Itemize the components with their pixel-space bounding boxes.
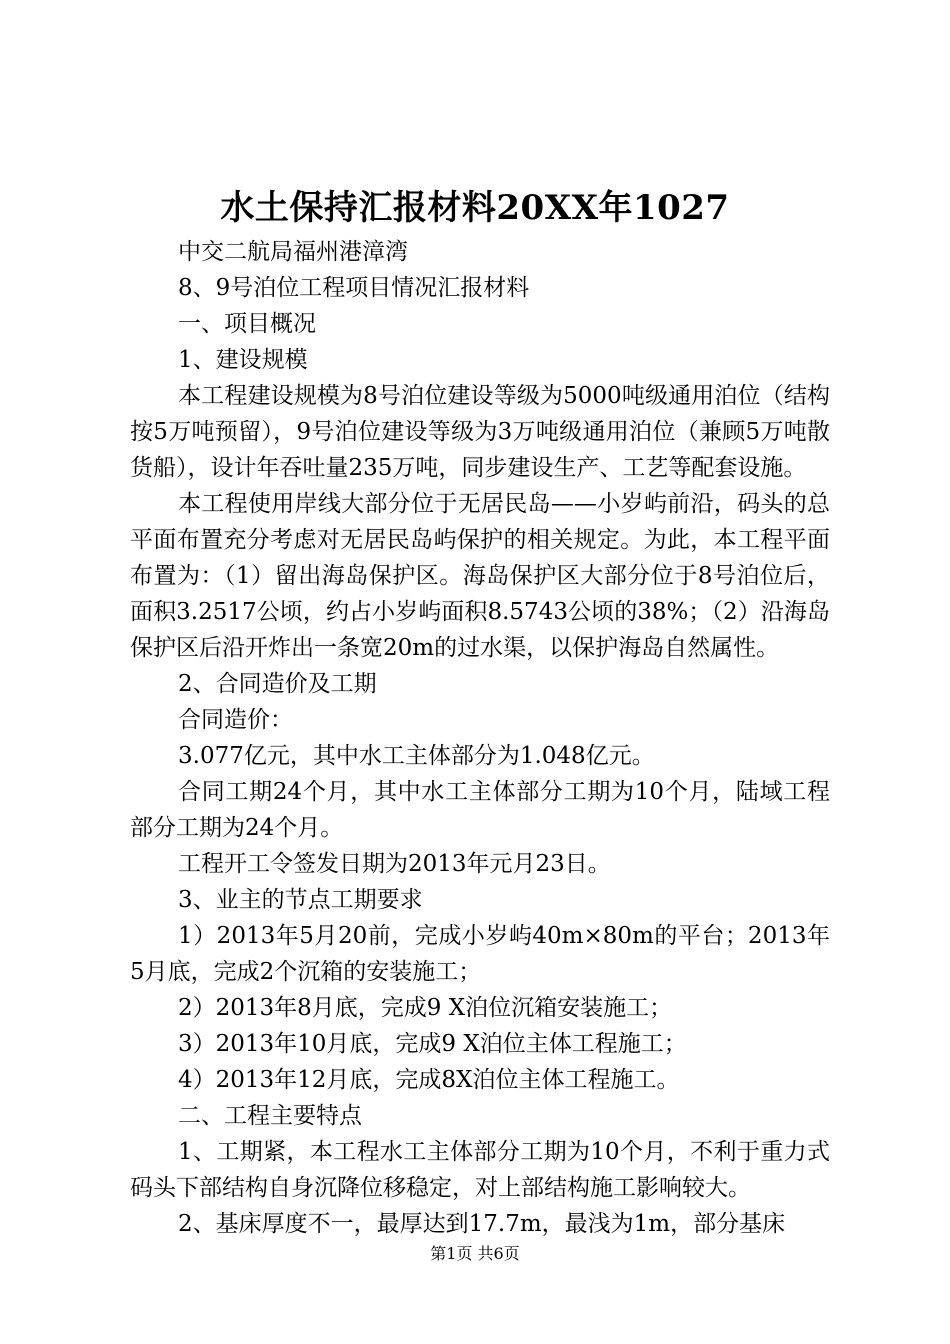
section-heading: 二、工程主要特点 xyxy=(178,1103,362,1129)
page-footer: 第1页 共6页 xyxy=(430,1244,520,1263)
paragraph: 中交二航局福州港漳湾 xyxy=(178,239,408,265)
paragraph: 1、工期紧，本工程水工主体部分工期为10个月，不利于重力式码头下部结构自身沉降位移稳定，对上部结构施工影响较大。 xyxy=(130,1139,830,1201)
list-item: 2）2013年8月底，完成9 X泊位沉箱安装施工； xyxy=(178,995,673,1021)
list-item: 4）2013年12月底，完成8X泊位主体工程施工。 xyxy=(178,1067,680,1093)
paragraph: 2、基床厚度不一，最厚达到17.7m，最浅为1m，部分基床 xyxy=(178,1211,786,1237)
paragraph: 工程开工令签发日期为2013年元月23日。 xyxy=(178,851,611,877)
subsection-heading: 3、业主的节点工期要求 xyxy=(178,887,423,913)
subsection-heading: 2、合同造价及工期 xyxy=(178,671,377,697)
list-item: 3）2013年10月底，完成9 X泊位主体工程施工； xyxy=(178,1031,687,1057)
section-heading: 一、项目概况 xyxy=(178,311,316,337)
paragraph: 本工程建设规模为8号泊位建设等级为5000吨级通用泊位（结构按5万吨预留），9号泊位建设等级为3万吨级通用泊位（兼顾5万吨散货船），设计年吞吐量235万吨，同步建设生产、工艺等配套设施。 xyxy=(130,383,830,481)
document-title: 水土保持汇报材料20XX年1027 xyxy=(220,188,730,228)
paragraph: 8、9号泊位工程项目情况汇报材料 xyxy=(178,275,530,301)
document-body xyxy=(130,234,830,1242)
subsection-heading: 1、建设规模 xyxy=(178,347,308,373)
paragraph: 合同造价： xyxy=(178,707,293,733)
list-item: 1）2013年5月20前，完成小岁屿40m×80m的平台；2013年5月底，完成2个沉箱的安装施工； xyxy=(130,923,830,985)
paragraph: 本工程使用岸线大部分位于无居民岛——小岁屿前沿，码头的总平面布置充分考虑对无居民岛屿保护的相关规定。为此，本工程平面布置为：（1）留出海岛保护区。海岛保护区大部分位于8号泊位后，面积3.2517公顷，约占小岁屿面积8.5743公顷的38%；（2）沿海岛保护区后沿开炸出一条宽20m的过水渠，以保护海岛自然属性。 xyxy=(130,491,830,661)
paragraph: 3.077亿元，其中水工主体部分为1.048亿元。 xyxy=(178,743,655,769)
paragraph: 合同工期24个月，其中水工主体部分工期为10个月，陆域工程部分工期为24个月。 xyxy=(130,779,830,841)
